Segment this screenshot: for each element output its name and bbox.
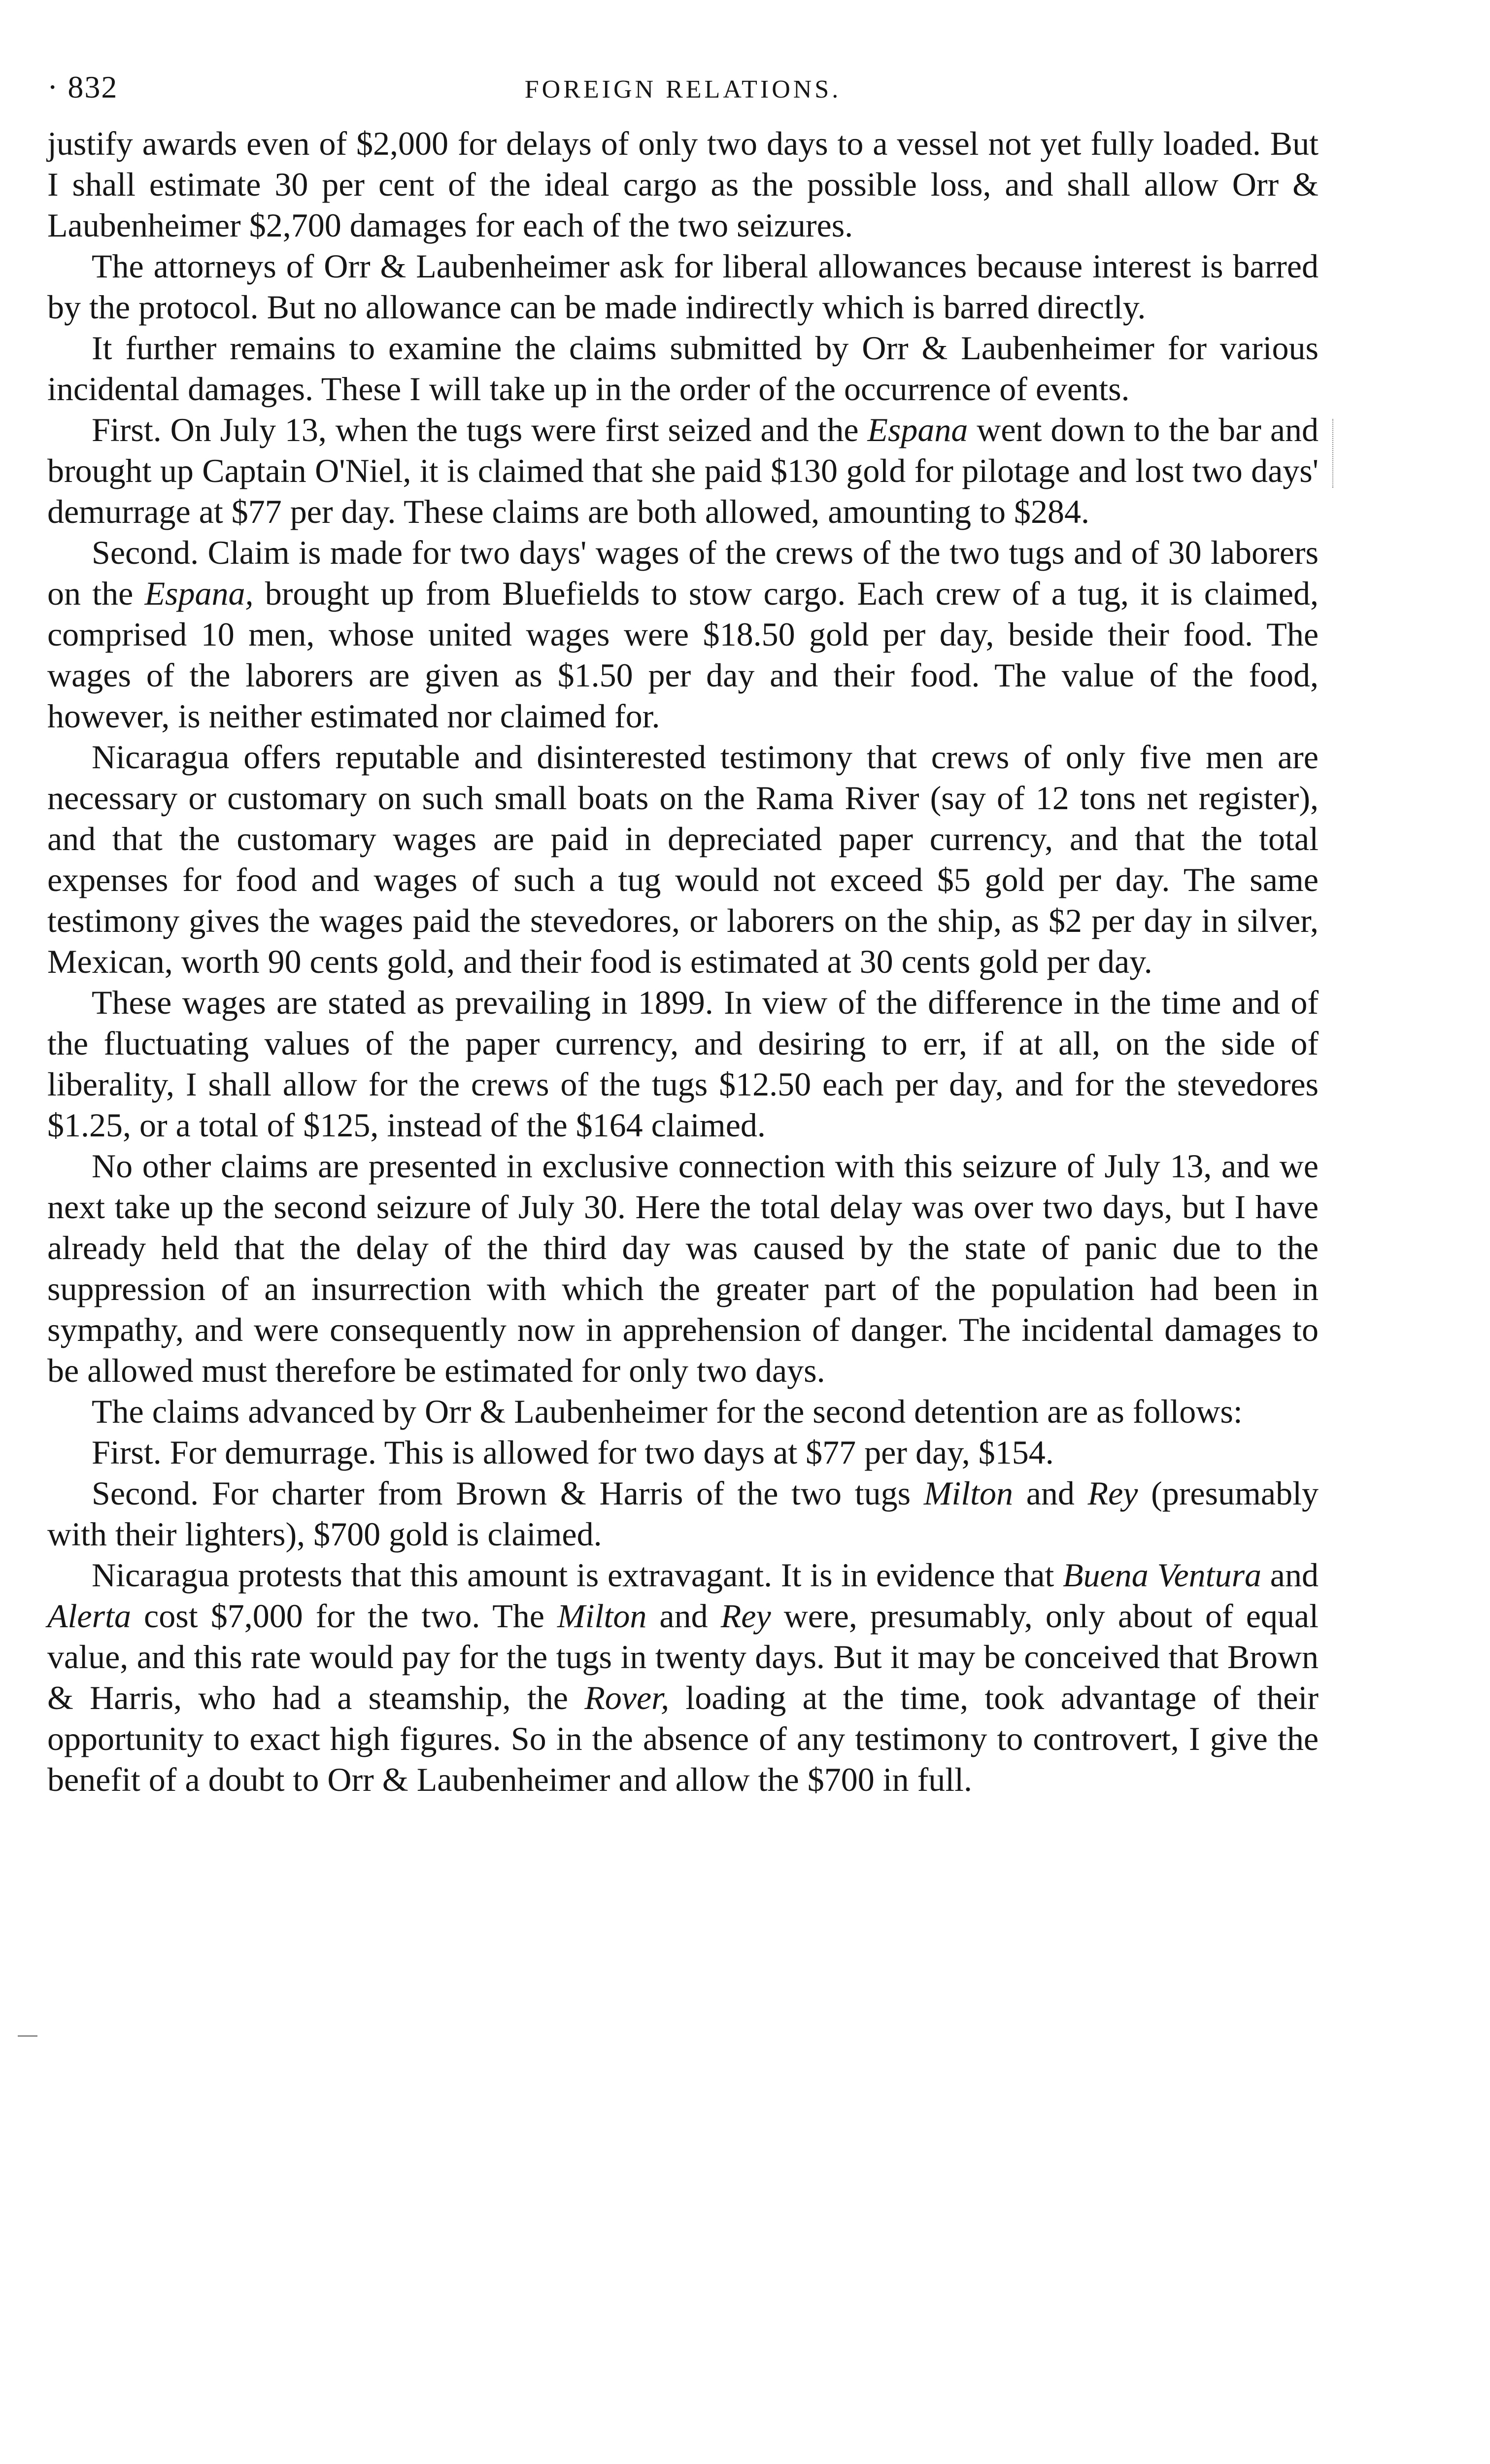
text-run: and bbox=[1013, 1474, 1088, 1512]
paragraph bbox=[47, 1146, 1319, 1391]
paragraph bbox=[47, 1555, 1319, 1800]
margin-annotation-mark bbox=[1332, 419, 1348, 488]
text-run: and bbox=[646, 1597, 721, 1635]
paragraph bbox=[47, 1432, 1319, 1473]
margin-dash-mark bbox=[18, 2035, 37, 2037]
text-run: The claims advanced by Orr & Laubenheimer for the second detention are as follows: bbox=[92, 1393, 1243, 1430]
italic-run: Alerta bbox=[47, 1597, 131, 1635]
paragraph bbox=[47, 532, 1319, 737]
paragraph bbox=[47, 246, 1319, 328]
text-run: and bbox=[1261, 1556, 1319, 1594]
italic-run: Rover, bbox=[584, 1679, 670, 1716]
text-run: Nicaragua protests that this amount is extravagant. It is in evidence that bbox=[92, 1556, 1063, 1594]
italic-run: Espana, bbox=[144, 575, 254, 612]
running-head bbox=[47, 69, 1319, 123]
paragraph bbox=[47, 1473, 1319, 1555]
body-text bbox=[47, 123, 1319, 1800]
document-page bbox=[47, 69, 1319, 1800]
text-run: The attorneys of Orr & Laubenheimer ask for liberal allowances because interest is barred by the protocol. But no allowance can be made indirectly which is barred directly. bbox=[47, 247, 1319, 326]
paragraph bbox=[47, 123, 1319, 246]
text-run: Second. For charter from Brown & Harris of the two tugs bbox=[92, 1474, 924, 1512]
text-run: These wages are stated as prevailing in 1899. In view of the difference in the time and of the fluctuating values of the paper currency, and desiring to err, if at all, on the side of liberality, I shall allow for the crews of the tugs $12.50 each per day, and for the stevedores $1.25, or a total of $125, instead of the $164 claimed. bbox=[47, 984, 1319, 1144]
header-title: FOREIGN RELATIONS. bbox=[524, 75, 842, 103]
text-run: cost $7,000 for the two. The bbox=[131, 1597, 558, 1635]
italic-run: Buena Ventura bbox=[1063, 1556, 1262, 1594]
paragraph bbox=[47, 1391, 1319, 1432]
italic-run: Espana bbox=[867, 411, 968, 448]
italic-run: Milton bbox=[557, 1597, 647, 1635]
text-run: (presumably with their lighters), $700 gold is claimed. bbox=[47, 1474, 1319, 1553]
text-run: brought up from Bluefields to stow cargo. Each crew of a tug, it is claimed, comprised 10 men, whose united wages were $18.50 gold per day, beside their food. The wages of the laborers are given as $1.50 per day and their food. The value of the food, however, is neither estimated nor claimed for. bbox=[47, 575, 1319, 735]
paragraph bbox=[47, 737, 1319, 982]
italic-run: Rey bbox=[1087, 1474, 1138, 1512]
text-run: No other claims are presented in exclusive connection with this seizure of July 13, and we next take up the second seizure of July 30. Here the total delay was over two days, but I have already held that the delay of the third day was caused by the state of panic due to the suppression of an insurrection with which the greater part of the population had been in sympathy, and were consequently now in apprehension of danger. The incidental damages to be allowed must therefore be estimated for only two days. bbox=[47, 1147, 1319, 1389]
text-run: First. For demurrage. This is allowed for two days at $77 per day, $154. bbox=[92, 1434, 1054, 1471]
page-number: · 832 bbox=[47, 69, 118, 104]
italic-run: Rey bbox=[720, 1597, 771, 1635]
paragraph bbox=[47, 328, 1319, 410]
paragraph bbox=[47, 410, 1319, 532]
text-run: First. On July 13, when the tugs were first seized and the bbox=[92, 411, 868, 448]
italic-run: Milton bbox=[923, 1474, 1014, 1512]
text-run: were, presumably, only about of equal value, and this rate would pay for the tugs in twenty days. But it may be conceived that Brown & Harris, who had a steamship, the bbox=[47, 1597, 1319, 1716]
text-run: Nicaragua offers reputable and disinterested testimony that crews of only five men are necessary or customary on such small boats on the Rama River (say of 12 tons net register), and that the customary wages are paid in depreciated paper currency, and that the total expenses for food and wages of such a tug would not exceed $5 gold per day. The same testimony gives the wages paid the stevedores, or laborers on the ship, as $2 per day in silver, Mexican, worth 90 cents gold, and their food is estimated at 30 cents gold per day. bbox=[47, 738, 1319, 980]
text-run: Second. Claim is made for two days' wages of the crews of the two tugs and of 30 laborers on the bbox=[47, 534, 1319, 612]
text-run: went down to the bar and brought up Captain O'Niel, it is claimed that she paid $130 gold for pilotage and lost two days' demurrage at $77 per day. These claims are both allowed, amounting to $284. bbox=[47, 411, 1319, 530]
text-run: It further remains to examine the claims submitted by Orr & Laubenheimer for various incidental damages. These I will take up in the order of the occurrence of events. bbox=[47, 329, 1319, 408]
paragraph bbox=[47, 982, 1319, 1146]
text-run: loading at the time, took advantage of their opportunity to exact high figures. So in the absence of any testimony to controvert, I give the benefit of a doubt to Orr & Laubenheimer and allow the $700 in full. bbox=[47, 1679, 1319, 1798]
text-run: justify awards even of $2,000 for delays of only two days to a vessel not yet fully loaded. But I shall estimate 30 per cent of the ideal cargo as the possible loss, and shall allow Orr & Laubenheimer $2,700 damages for each of the two seizures. bbox=[47, 125, 1319, 244]
